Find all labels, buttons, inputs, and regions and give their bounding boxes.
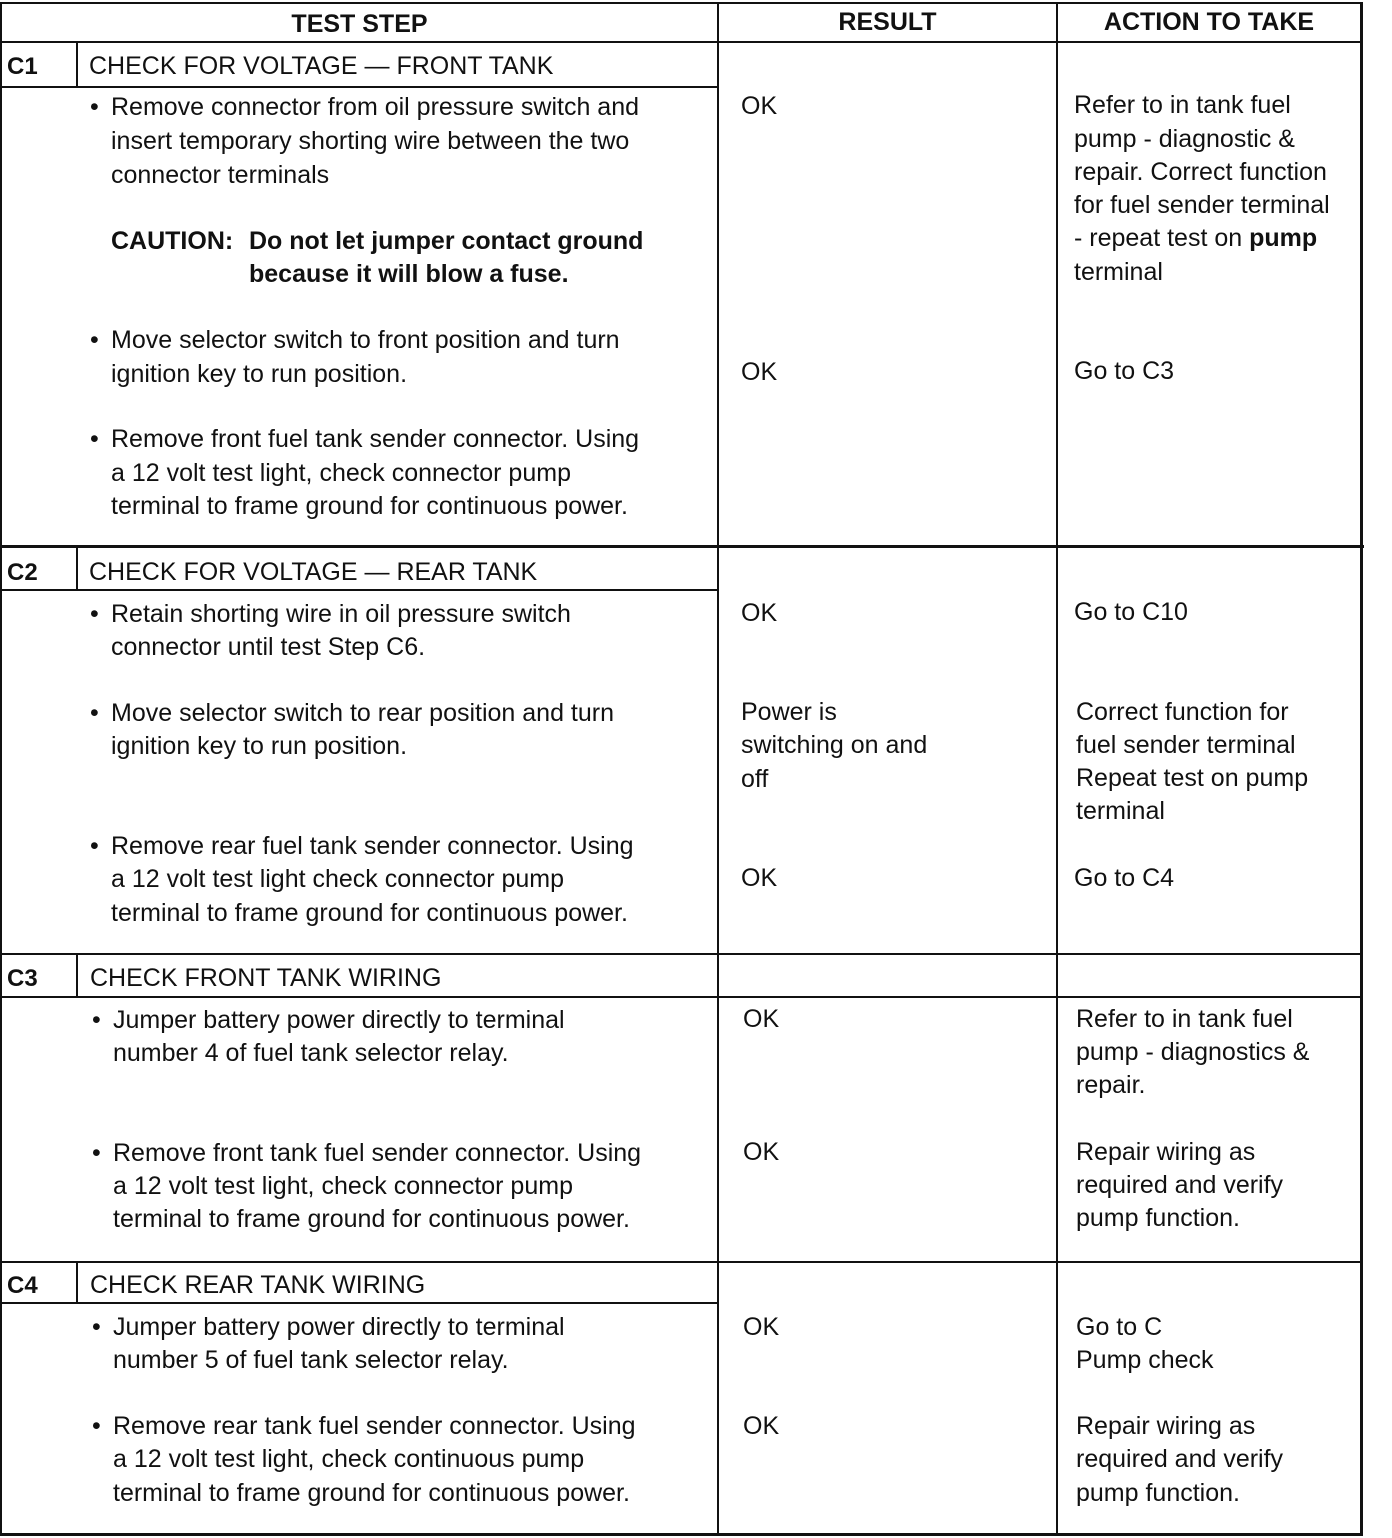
result-text: OK	[741, 358, 778, 386]
action-text: terminal	[1074, 258, 1163, 286]
step-text: Remove rear fuel tank sender connector. Using	[111, 832, 634, 860]
action-text: Refer to in tank fuel	[1076, 1005, 1293, 1033]
step-id: C3	[7, 965, 38, 992]
action-text: Go to C3	[1074, 357, 1175, 385]
step-text: Remove connector from oil pressure switch and	[111, 93, 640, 121]
action-text: fuel sender terminal	[1076, 731, 1296, 759]
result-text: OK	[743, 1005, 780, 1033]
action-text: Go to C10	[1074, 598, 1188, 626]
action-text: required and verify	[1076, 1171, 1284, 1199]
step-title: CHECK FRONT TANK WIRING	[90, 964, 442, 992]
step-text: Move selector switch to front position and turn	[111, 326, 620, 354]
step-text: Jumper battery power directly to terminal	[113, 1006, 565, 1034]
action-text: pump function.	[1076, 1479, 1240, 1507]
action-text: Go to C	[1076, 1313, 1163, 1341]
c1-bottom	[0, 545, 1364, 548]
step-id: C2	[7, 559, 38, 586]
step-text: ignition key to run position.	[111, 360, 408, 388]
action-text: pump function.	[1076, 1204, 1240, 1232]
bullet: •	[90, 600, 99, 628]
step-text: a 12 volt test light check connector pump	[111, 865, 565, 893]
result-text: OK	[741, 864, 778, 892]
action-text: terminal	[1076, 797, 1165, 825]
border-bottom	[0, 1533, 1363, 1536]
step-text: terminal to frame ground for continuous power.	[113, 1479, 630, 1507]
step-text: ignition key to run position.	[111, 732, 408, 760]
result-text: OK	[741, 92, 778, 120]
bullet: •	[92, 1313, 101, 1341]
caution-text: because it will blow a fuse.	[249, 260, 569, 288]
action-text: repair. Correct function	[1074, 158, 1327, 186]
bullet: •	[90, 699, 99, 727]
action-text-part: - repeat test on	[1074, 224, 1250, 252]
header-test-step: TEST STEP	[291, 10, 428, 38]
step-text: Remove rear tank fuel sender connector. Using	[113, 1412, 636, 1440]
bullet: •	[90, 832, 99, 860]
action-text: for fuel sender terminal	[1074, 191, 1330, 219]
result-text: switching on and	[741, 731, 928, 759]
result-text: Power is	[741, 698, 837, 726]
bullet: •	[90, 93, 99, 121]
header-result: RESULT	[838, 8, 937, 36]
step-text: terminal to frame ground for continuous power.	[111, 492, 628, 520]
action-text: required and verify	[1076, 1445, 1284, 1473]
action-text: repair.	[1076, 1071, 1146, 1099]
step-id: C1	[7, 53, 38, 80]
c3-id-divider	[76, 954, 78, 997]
action-text: Correct function for	[1076, 698, 1289, 726]
step-text: a 12 volt test light, check connector pump	[113, 1172, 573, 1200]
step-title: CHECK REAR TANK WIRING	[90, 1271, 426, 1299]
c1-title-underline	[0, 86, 719, 88]
action-text: Go to C4	[1074, 864, 1175, 892]
step-text: Retain shorting wire in oil pressure switch	[111, 600, 571, 628]
step-id: C4	[7, 1272, 38, 1299]
border-left	[0, 2, 2, 1535]
action-text: pump - diagnostic &	[1074, 125, 1295, 153]
step-text: connector terminals	[111, 161, 330, 189]
c3-title-underline	[0, 996, 1362, 998]
step-title: CHECK FOR VOLTAGE — FRONT TANK	[89, 52, 554, 80]
action-text: Repeat test on pump	[1076, 764, 1309, 792]
step-title: CHECK FOR VOLTAGE — REAR TANK	[89, 558, 538, 586]
border-right	[1360, 2, 1363, 1535]
c1-id-divider	[76, 42, 78, 87]
header-action: ACTION TO TAKE	[1103, 8, 1315, 36]
action-text: Pump check	[1076, 1346, 1214, 1374]
col-divider-action	[1056, 2, 1058, 1535]
step-text: terminal to frame ground for continuous power.	[111, 899, 628, 927]
bullet: •	[90, 326, 99, 354]
step-text: number 5 of fuel tank selector relay.	[113, 1346, 509, 1374]
action-text: pump - diagnostics &	[1076, 1038, 1310, 1066]
step-text: Jumper battery power directly to terminal	[113, 1313, 565, 1341]
c4-id-divider	[76, 1262, 78, 1304]
result-text: OK	[743, 1313, 780, 1341]
step-text: a 12 volt test light, check continuous pump	[113, 1445, 585, 1473]
c3-bottom	[0, 1261, 1362, 1263]
c2-bottom	[0, 953, 1362, 955]
step-text: Remove front tank fuel sender connector. Using	[113, 1139, 642, 1167]
step-text: terminal to frame ground for continuous power.	[113, 1205, 630, 1233]
bullet: •	[90, 425, 99, 453]
step-text: Remove front fuel tank sender connector. Using	[111, 425, 640, 453]
result-text: OK	[743, 1138, 780, 1166]
step-text: Move selector switch to rear position and turn	[111, 699, 615, 727]
caution-text: Do not let jumper contact ground	[249, 227, 644, 255]
result-text: OK	[741, 599, 778, 627]
action-text	[1074, 222, 1317, 256]
action-text: Refer to in tank fuel	[1074, 91, 1291, 119]
bullet: •	[92, 1006, 101, 1034]
header-divider	[0, 41, 1362, 43]
action-text: Repair wiring as	[1076, 1138, 1256, 1166]
caution-label: CAUTION:	[111, 227, 234, 255]
bullet: •	[92, 1139, 101, 1167]
step-text: a 12 volt test light, check connector pump	[111, 459, 571, 487]
result-text: off	[741, 765, 769, 793]
col-divider-result	[717, 2, 719, 1535]
border-top	[0, 2, 1362, 4]
step-text: number 4 of fuel tank selector relay.	[113, 1039, 509, 1067]
step-text: insert temporary shorting wire between the two	[111, 127, 630, 155]
action-text: Repair wiring as	[1076, 1412, 1256, 1440]
c2-id-divider	[76, 547, 78, 591]
action-text-bold: pump	[1249, 224, 1318, 252]
step-text: connector until test Step C6.	[111, 633, 426, 661]
bullet: •	[92, 1412, 101, 1440]
result-text: OK	[743, 1412, 780, 1440]
